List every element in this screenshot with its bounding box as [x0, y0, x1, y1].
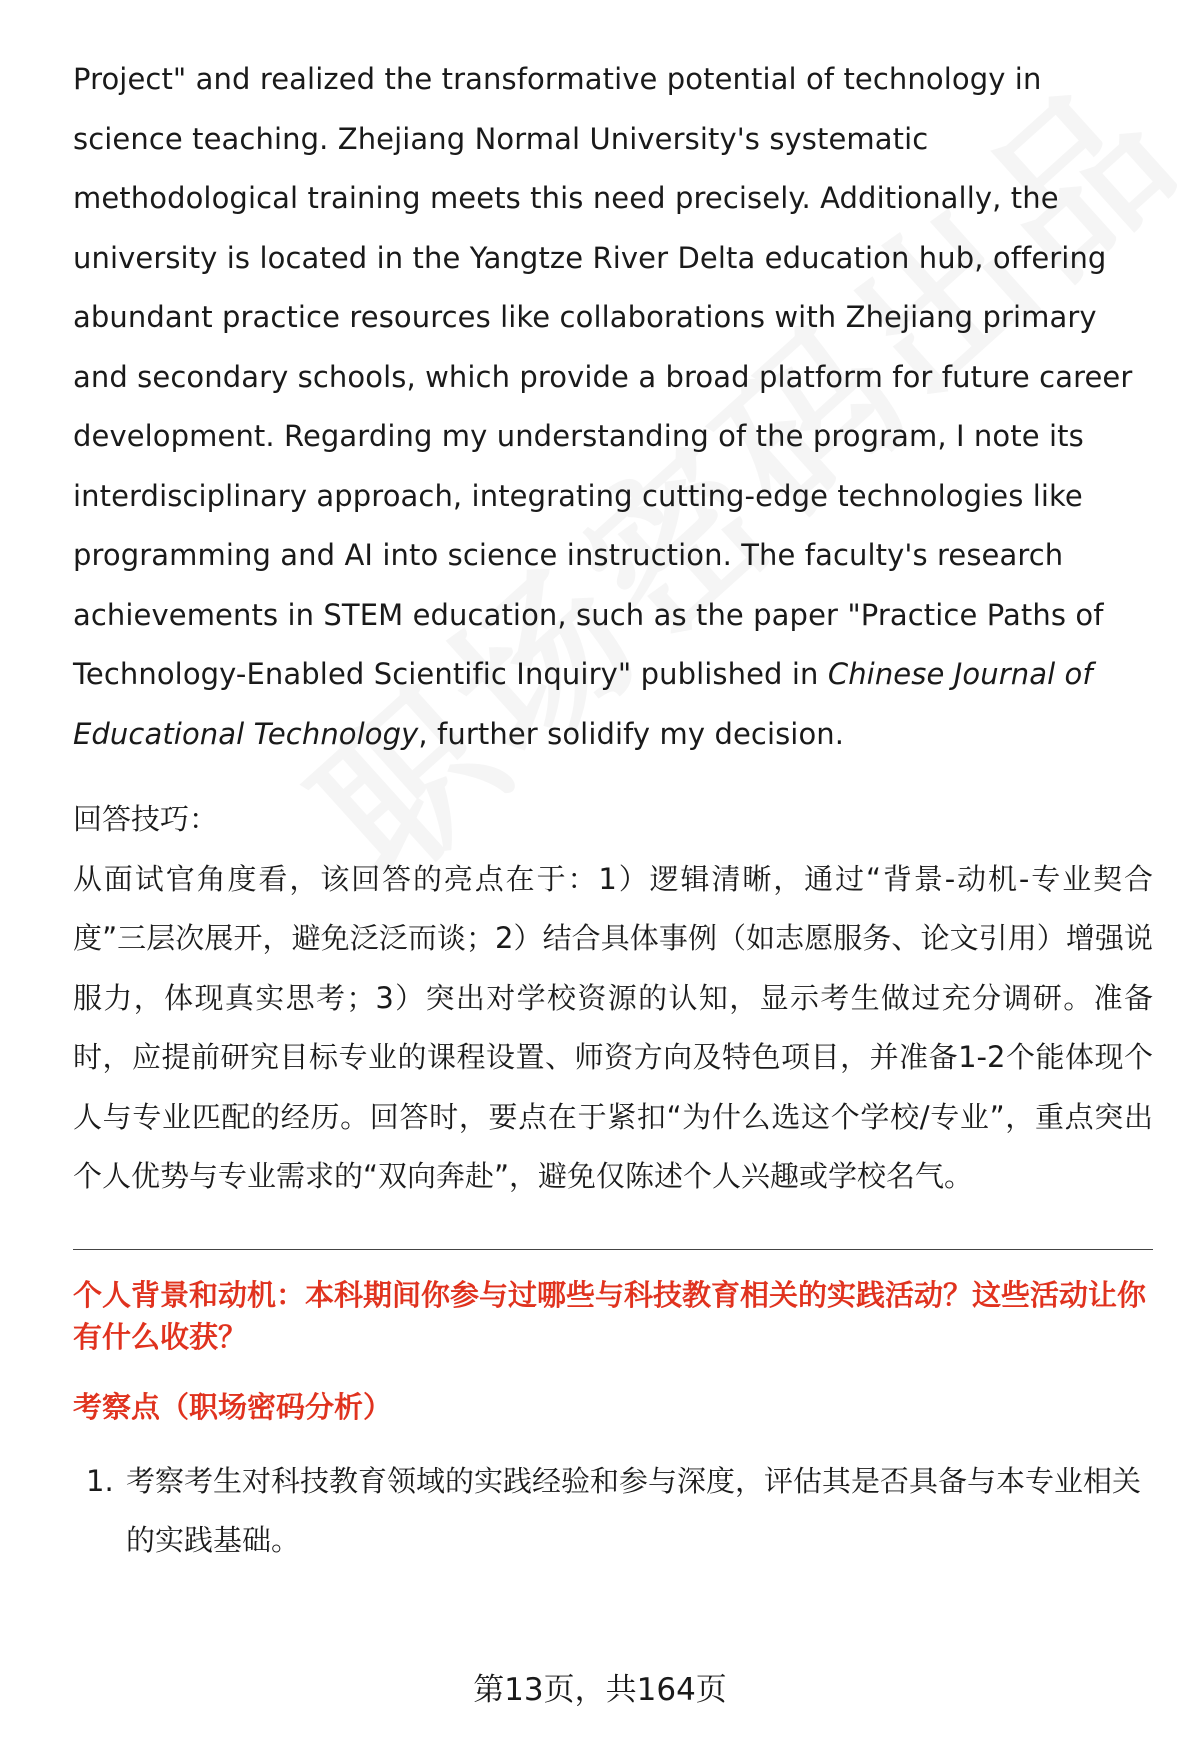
list-item — [73, 1452, 1153, 1571]
answer-paragraph — [73, 50, 1153, 764]
journal-title: Chinese Journal of Educational Technology — [73, 657, 1093, 751]
document-page — [73, 50, 1153, 1571]
tips-body: 从面试官角度看，该回答的亮点在于：1）逻辑清晰，通过“背景-动机-专业契合度”三层次展开，避免泛泛而谈；2）结合具体事例（如志愿服务、论文引用）增强说服力，体现真实思考；3）突出对学校资源的认知，显示考生做过充分调研。准备时，应提前研究目标专业的课程设置、师资方向及特色项目，并准备1-2个能体现个人与专业匹配的经历。回答时，要点在于紧扣“为什么选这个学校/专业”，重点突出个人优势与专业需求的“双向奔赴”，避免仅陈述个人兴趣或学校名气。 — [73, 861, 1153, 1193]
list-item-text: 考察考生对科技教育领域的实践经验和参与深度，评估其是否具备与本专业相关的实践基础。 — [126, 1463, 1142, 1557]
exam-points-list — [73, 1452, 1153, 1571]
list-item-number: 1. — [86, 1463, 114, 1498]
exam-points-heading: 考察点（职场密码分析） — [73, 1389, 393, 1424]
question-heading: 个人背景和动机：本科期间你参与过哪些与科技教育相关的实践活动？这些活动让你有什么收获？ — [73, 1277, 1147, 1354]
page-number: 第13页，共164页 — [473, 1672, 727, 1708]
tips-label: 回答技巧： — [73, 802, 219, 836]
answer-text-end: , further solidify my decision. — [418, 716, 845, 751]
section-divider — [73, 1249, 1153, 1250]
answer-text-start: Project" and realized the transformative potential of technology in science teaching. Zhejiang Normal University's systematic methodological training meets this need precisely. Additionally, the university is located in the Yangtze River Delta education hub, offering abundant practice resources like collaborations with Zhejiang primary and secondary schools, which provide a broad platform for future career development. Regarding my understanding of the program, I note its interdisciplinary approach, integrating cutting-edge technologies like programming and AI into science instruction. The faculty's research achievements in STEM education, such as the paper "Practice Paths of Technology-Enabled Scientific Inquiry" published in — [73, 62, 1133, 691]
answer-tips — [73, 790, 1153, 1207]
